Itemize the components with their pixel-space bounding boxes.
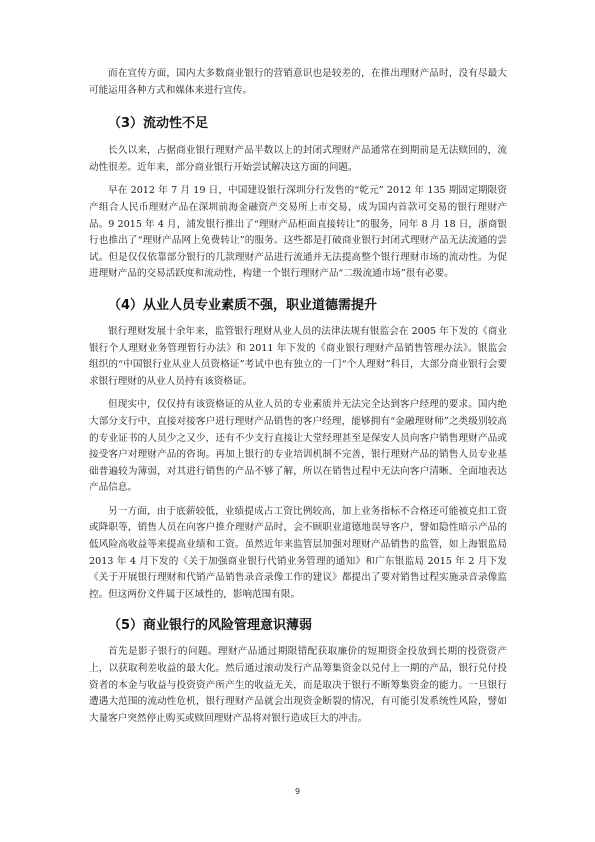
paragraph-staff-3: 另一方面，由于底薪较低，业绩提成占工资比例较高，加上业务指标不合格还可能被克扣工资或降职等，销售人员在向客户推介理财产品时，会不顾职业道德地误导客户，譬如隐性暗示产品的低风险高收益等来提高业绩和工资。虽然近年来监管层加强对理财产品销售的监管，如上海银监局 2013 年 4 月下发的《关于加强商业银行代销业务管理的通知》和广东银监局 2015 年 2 月下发《关于开展银行理财和代销产品销售录音录像工作的建议》都提出了要对销售过程实施录音录像监控。但这两份文件属于区域性的，影响范围有限。 bbox=[89, 505, 507, 600]
section-heading-staff-quality: （4）从业人员专业素质不强，职业道德需提升 bbox=[108, 297, 378, 313]
paragraph-liquidity-1: 长久以来，占据商业银行理财产品半数以上的封闭式理财产品通常在到期前是无法赎回的，流动性很差。近年来，部分商业银行开始尝试解决这方面的问题。 bbox=[89, 145, 507, 173]
paragraph-intro: 而在宣传方面，国内大多数商业银行的营销意识也是较差的，在推出理财产品时，没有尽最大可能运用各种方式和媒体来进行宣传。 bbox=[89, 68, 507, 96]
paragraph-risk-1: 首先是影子银行的问题。理财产品通过期限错配获取廉价的短期资金投放到长期的投资资产上，以获取利差收益的最大化。然后通过滚动发行产品筹集资金以兑付上一期的产品，银行兑付投资者的本金与收益与投资资产所产生的收益无关，而是取决于银行不断筹集资金的能力。一旦银行遭遇大范围的流动性危机，银行理财产品就会出现资金断裂的情况，有可能引发系统性风险，譬如大量客户突然停止购买或赎回理财产品将对银行造成巨大的冲击。 bbox=[89, 646, 507, 724]
page-body bbox=[89, 66, 507, 727]
section-heading-liquidity: （3）流动性不足 bbox=[108, 116, 209, 132]
section-heading-risk-management: （5）商业银行的风险管理意识薄弱 bbox=[108, 618, 313, 634]
paragraph-liquidity-2: 早在 2012 年 7 月 19 日，中国建设银行深圳分行发售的“乾元” 2012 年 135 期固定期限资产组合人民币理财产品在深圳前海金融资产交易所上市交易，成为国内首款可交易的银行理财产品。9 2015 年 4 月，浦发银行推出了“理财产品柜面直接转让”的服务，同年 8 月 18 日，浙商银行也推出了“理财产品网上免费转让”的服务。这些都是打破商业银行封闭式理财产品无法流通的尝试。但是仅仅依靠部分银行的几款理财产品进行流通并无法提高整个银行理财市场的流动性。为促进理财产品的交易活跃度和流动性，构建一个银行理财产品“二级流通市场”很有必要。 bbox=[89, 185, 507, 280]
paragraph-staff-2: 但现实中，仅仅持有该资格证的从业人员的专业素质并无法完全达到客户经理的要求。国内绝大部分支行中，直接对接客户进行理财产品销售的客户经理，能够拥有“金融理财师”之类级别较高的专业证书的人员少之又少，还有不少支行直接让大堂经理甚至是保安人员向客户销售理财产品或接受客户对理财产品的咨询。再加上银行的专业培训机制不完善，银行理财产品的销售人员专业基础普遍较为薄弱，对其进行销售的产品不够了解，所以在销售过程中无法向客户清晰、全面地表达产品信息。 bbox=[89, 399, 507, 494]
page-number: 9 bbox=[294, 787, 301, 796]
paragraph-staff-1: 银行理财发展十余年来，监管银行理财从业人员的法律法规有银监会在 2005 年下发的《商业银行个人理财业务管理暂行办法》和 2011 年下发的《商业银行理财产品销售管理办法》。银监会组织的“中国银行业从业人员资格证”考试中也有独立的一门“个人理财”科目，大部分商业银行会要求银行理财的从业人员持有该资格证。 bbox=[89, 325, 507, 387]
